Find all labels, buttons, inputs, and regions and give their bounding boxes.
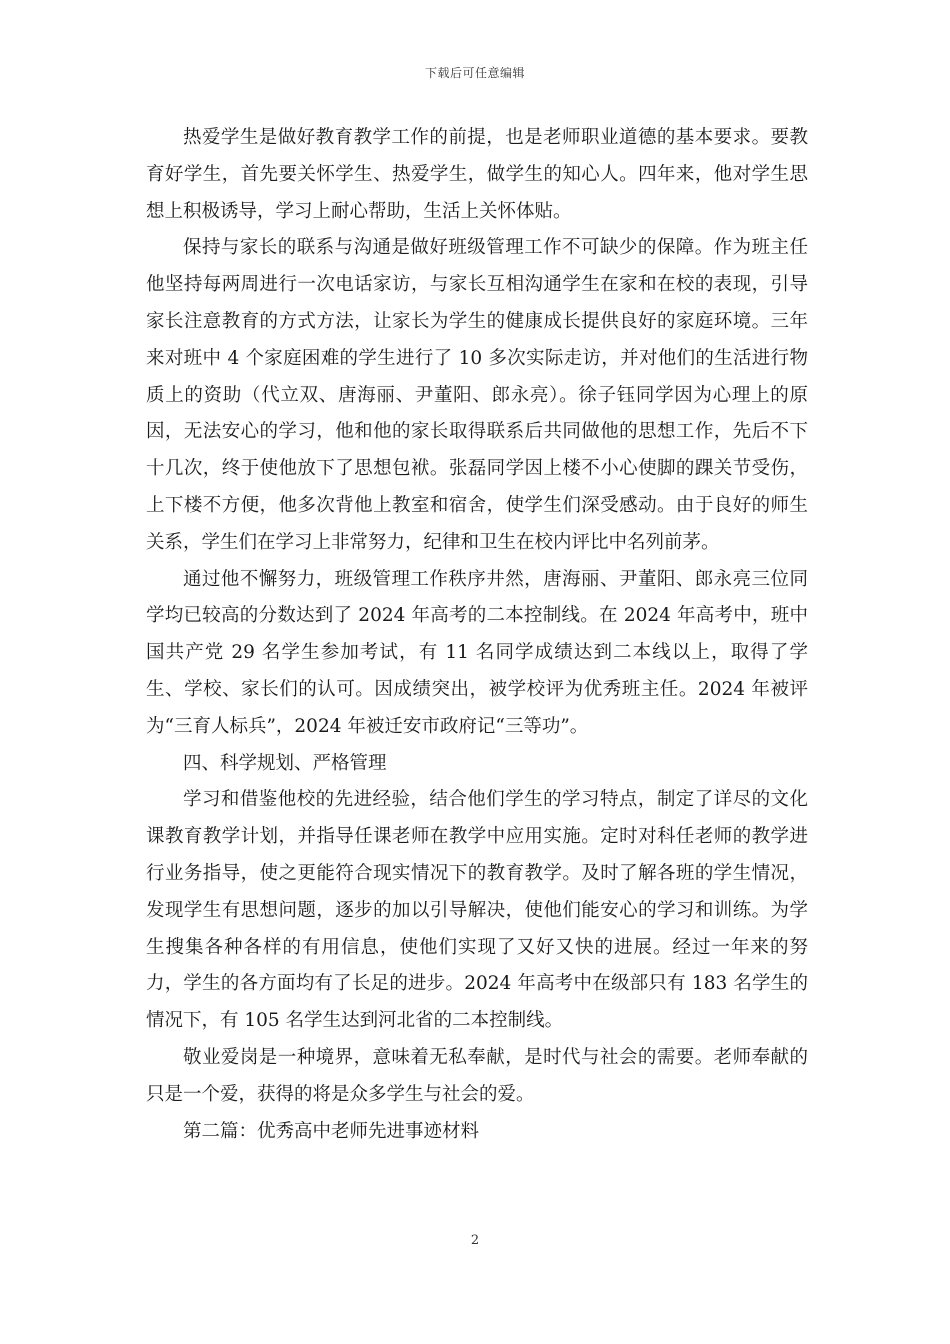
paragraph-teaching-plan: 学习和借鉴他校的先进经验，结合他们学生的学习特点，制定了详尽的文化课教育教学计划，并指导任课老师在教学中应用实施。定时对科任老师的教学进行业务指导，使之更能符合现实情况下的教育教学。及时了解各班的学生情况，发现学生有思想问题，逐步的加以引导解决，使他们能安心的学习和训练。为学生搜集各种各样的有用信息，使他们实现了又好又快的进展。经过一年来的努力，学生的各方面均有了长足的进步。2024 年高考中在级部只有 183 名学生的情况下，有 105 名学生达到河北省的二本控制线。 (146, 789, 808, 1032)
chapter-heading-second: 第二篇：优秀高中老师先进事迹材料 (183, 1120, 480, 1142)
section-heading-planning: 四、科学规划、严格管理 (183, 752, 387, 774)
page-header: 下载后可任意编辑 (424, 66, 525, 80)
paragraph-achievements: 通过他不懈努力，班级管理工作秩序井然，唐海丽、尹董阳、郎永亮三位同学均已较高的分数达到了 2024 年高考的二本控制线。在 2024 年高考中，班中国共产党 29 名学生参加考试，有 11 名同学成绩达到二本线以上，取得了学生、学校、家长们的认可。因成绩突出，被学校评为优秀班主任。2024 年被评为“三育人标兵”，2024 年被迁安市政府记“三等功”。 (146, 568, 808, 737)
document-body (146, 120, 808, 1150)
paragraph-parent-communication: 保持与家长的联系与沟通是做好班级管理工作不可缺少的保障。作为班主任他坚持每两周进行一次电话家访，与家长互相沟通学生在家和在校的表现，引导家长注意教育的方式方法，让家长为学生的健康成长提供良好的家庭环境。三年来对班中 4 个家庭困难的学生进行了 10 多次实际走访，并对他们的生活进行物质上的资助（代立双、唐海丽、尹董阳、郎永亮）。徐子钰同学因为心理上的原因，无法安心的学习，他和他的家长取得联系后共同做他的思想工作，先后不下十几次，终于使他放下了思想包袱。张磊同学因上楼不小心使脚的踝关节受伤，上下楼不方便，他多次背他上教室和宿舍，使学生们深受感动。由于良好的师生关系，学生们在学习上非常努力，纪律和卫生在校内评比中名列前茅。 (146, 237, 808, 553)
paragraph-care-for-students: 热爱学生是做好教育教学工作的前提，也是老师职业道德的基本要求。要教育好学生，首先要关怀学生、热爱学生，做学生的知心人。四年来，他对学生思想上积极诱导，学习上耐心帮助，生活上关怀体贴。 (146, 127, 808, 222)
paragraph-dedication: 敬业爱岗是一种境界，意味着无私奉献，是时代与社会的需要。老师奉献的只是一个爱，获得的将是众多学生与社会的爱。 (146, 1046, 808, 1105)
page-number: 2 (470, 1233, 480, 1248)
